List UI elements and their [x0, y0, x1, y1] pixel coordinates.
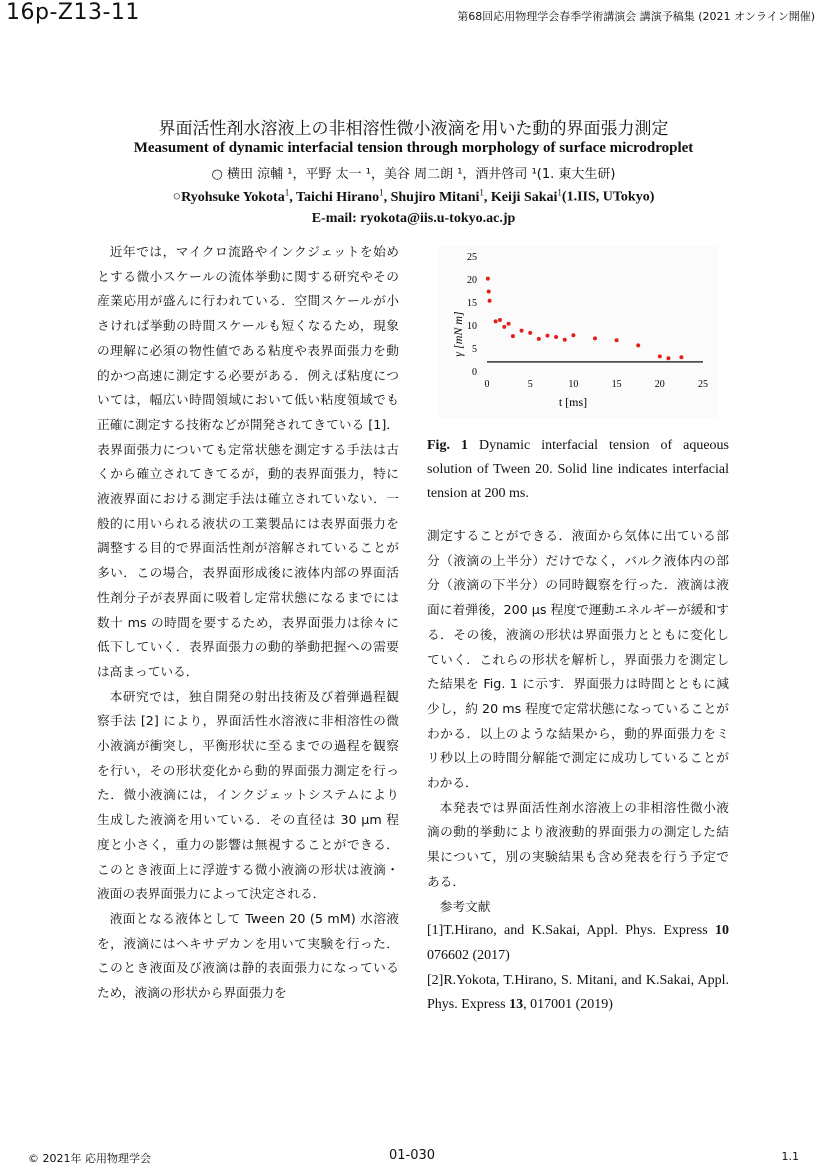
x-tick-label: 5 [527, 379, 533, 390]
data-point [563, 338, 567, 342]
x-axis-label: t [ms] [558, 395, 588, 409]
data-point [502, 325, 506, 329]
data-point [486, 277, 490, 281]
data-point [498, 318, 502, 322]
title-japanese: 界面活性剤水溶液上の非相溶性微小液滴を用いた動的界面張力測定 [158, 119, 669, 139]
y-tick-label: 20 [467, 275, 477, 286]
y-tick-label: 10 [467, 321, 477, 332]
author: Keiji Sakai$^1$ [490, 187, 562, 205]
footer-copyright: © 2021年 応用物理学会 [28, 1152, 151, 1165]
paragraph: 液面となる液体として Tween 20 (5 mM) 水溶液を，液滴にはヘキサデカンを用いて実験を行った．このとき液面及び液滴は静的表面張力になっているため，液滴の形状から界面張力を [97, 910, 399, 1001]
data-point [571, 333, 575, 337]
data-point [507, 322, 511, 326]
authors-english [0, 187, 827, 206]
paragraph: 本発表では界面活性剤水溶液上の非相溶性微小液滴の動的挙動により液液動的界面張力の測定した結果について，別の実験結果も含め発表を行う予定である． [427, 799, 729, 889]
body-left-column [97, 240, 399, 1006]
data-point [545, 334, 549, 338]
x-tick-label: 15 [611, 379, 622, 390]
references-heading: 参考文献 [439, 898, 491, 914]
data-point [666, 356, 670, 360]
footer-page-code: 01-030 [389, 1148, 436, 1163]
y-tick-label: 25 [467, 252, 477, 263]
author: Shujiro Mitani$^1$, [390, 187, 491, 205]
email: E-mail: ryokota@iis.u-tokyo.ac.jp [311, 211, 516, 226]
authors-japanese: ○ 横田 涼輔 ¹，平野 太一 ¹，美谷 周二朗 ¹，酒井啓司 ¹(1. 東大生研) [211, 167, 616, 182]
data-point [494, 319, 498, 323]
footer-page-number: 1.1 [781, 1150, 799, 1163]
author: Taichi Hirano$^1$, [295, 187, 391, 205]
author-prefix: ○ [172, 189, 182, 205]
x-tick-label: 10 [568, 379, 579, 390]
paragraph: 近年では，マイクロ流路やインクジェットを始めとする微小スケールの流体挙動に関する研究やその産業応用が盛んに行われている．空間スケールが小さければ挙動の時間スケールも短くなるため，現象の理解に必須の物性値である粘度や表界面張力を動的かつ高速に測定する必要がある．例えば粘度については，幅広い時間領域において低い粘度領域でも正確に測定する技術などが開発されてきている [1]．表界面張力についても定常状態を測定する手法は古くから確立されてきてるが，動的表界面張力，特に液液界面における測定手法は確立されていない．一般的に用いられる液状の工業製品には表界面張力を調整する目的で界面活性剤が溶解されていることが多い．この場合，表界面形成後に液体内部の界面活性剤分子が表界面に吸着し定常状態になるまでには数十 ms の時間を要するため，表界面張力は徐々に低下していく．表界面張力の動的挙動把握への需要は高まっている． [97, 244, 399, 679]
x-tick-label: 25 [698, 379, 708, 390]
y-tick-label: 15 [467, 298, 477, 309]
data-point [679, 355, 683, 359]
data-point [511, 334, 515, 338]
data-point [520, 329, 524, 333]
data-point [554, 335, 558, 339]
figure-chart [438, 246, 718, 418]
data-point [593, 336, 597, 340]
affiliation: (1.IIS, UTokyo) [561, 189, 655, 205]
x-tick-label: 0 [484, 379, 490, 390]
data-point [537, 337, 541, 341]
data-point [615, 338, 619, 342]
paragraph: 本研究では，独自開発の射出技術及び着弾過程観察手法 [2] により，界面活性水溶液に非相溶性の微小液滴が衝突し，平衡形状に至るまでの過程を観察を行い，その形状変化から動的界面張力測定を行った．微小液滴には，インクジェットシステムにより生成した液滴を用いている．その直径は 30 μm 程度と小さく，重力の影響は無視することができる．このとき液面上に浮遊する微小液滴の形状は液滴・液面の表界面張力によって決定される． [97, 688, 399, 902]
data-point [487, 290, 491, 294]
data-point [488, 299, 492, 303]
caption-text: Dynamic interfacial tension of aqueous solution of Tween 20. Solid line indicates interfacial tension at 200 ms. [427, 438, 729, 501]
x-tick-label: 20 [654, 379, 665, 390]
y-axis-label: γ [mN m] [451, 311, 465, 357]
figure-caption [427, 434, 729, 506]
paragraph: 測定することができる．液面から気体に出ている部分（液滴の上半分）だけでなく，バルク液体内の部分（液滴の下半分）の同時観察を行った．液滴は液面に着弾後，200 μs 程度で運動エネルギーが緩和する．その後，液滴の形状は界面張力とともに変化していく．これらの形状を解析し，界面張力を測定した結果を Fig. 1 に示す．界面張力は時間とともに減少し，約 20 ms 程度で定常状態になっていることがわかる．以上のような結果から，動的界面張力をミリ秒以上の時間分解能で測定に成功していることがわかる． [427, 528, 729, 791]
reference-item: [2]R.Yokota, T.Hirano, S. Mitani, and K.Sakai, Appl. Phys. Express 13, 017001 (2019) [427, 972, 729, 1013]
title-english: Measument of dynamic interfacial tension through morphology of surface microdroplet [133, 140, 694, 156]
chart-background [438, 246, 718, 418]
author: Ryohsuke Yokota$^1$, [181, 187, 296, 205]
reference-item: [1]T.Hirano, and K.Sakai, Appl. Phys. Express 10 076602 (2017) [427, 923, 729, 963]
y-tick-label: 5 [472, 344, 477, 355]
paper-id: 16p-Z13-11 [6, 0, 140, 25]
body-right-column [427, 524, 729, 1018]
data-point [528, 331, 532, 335]
conference-header: 第68回応用物理学会春季学術講演会 講演予稿集 (2021 オンライン開催) [457, 10, 815, 23]
data-point [658, 354, 662, 358]
y-tick-label: 0 [472, 367, 477, 378]
data-point [636, 343, 640, 347]
figure-label: Fig. 1 [427, 438, 468, 453]
